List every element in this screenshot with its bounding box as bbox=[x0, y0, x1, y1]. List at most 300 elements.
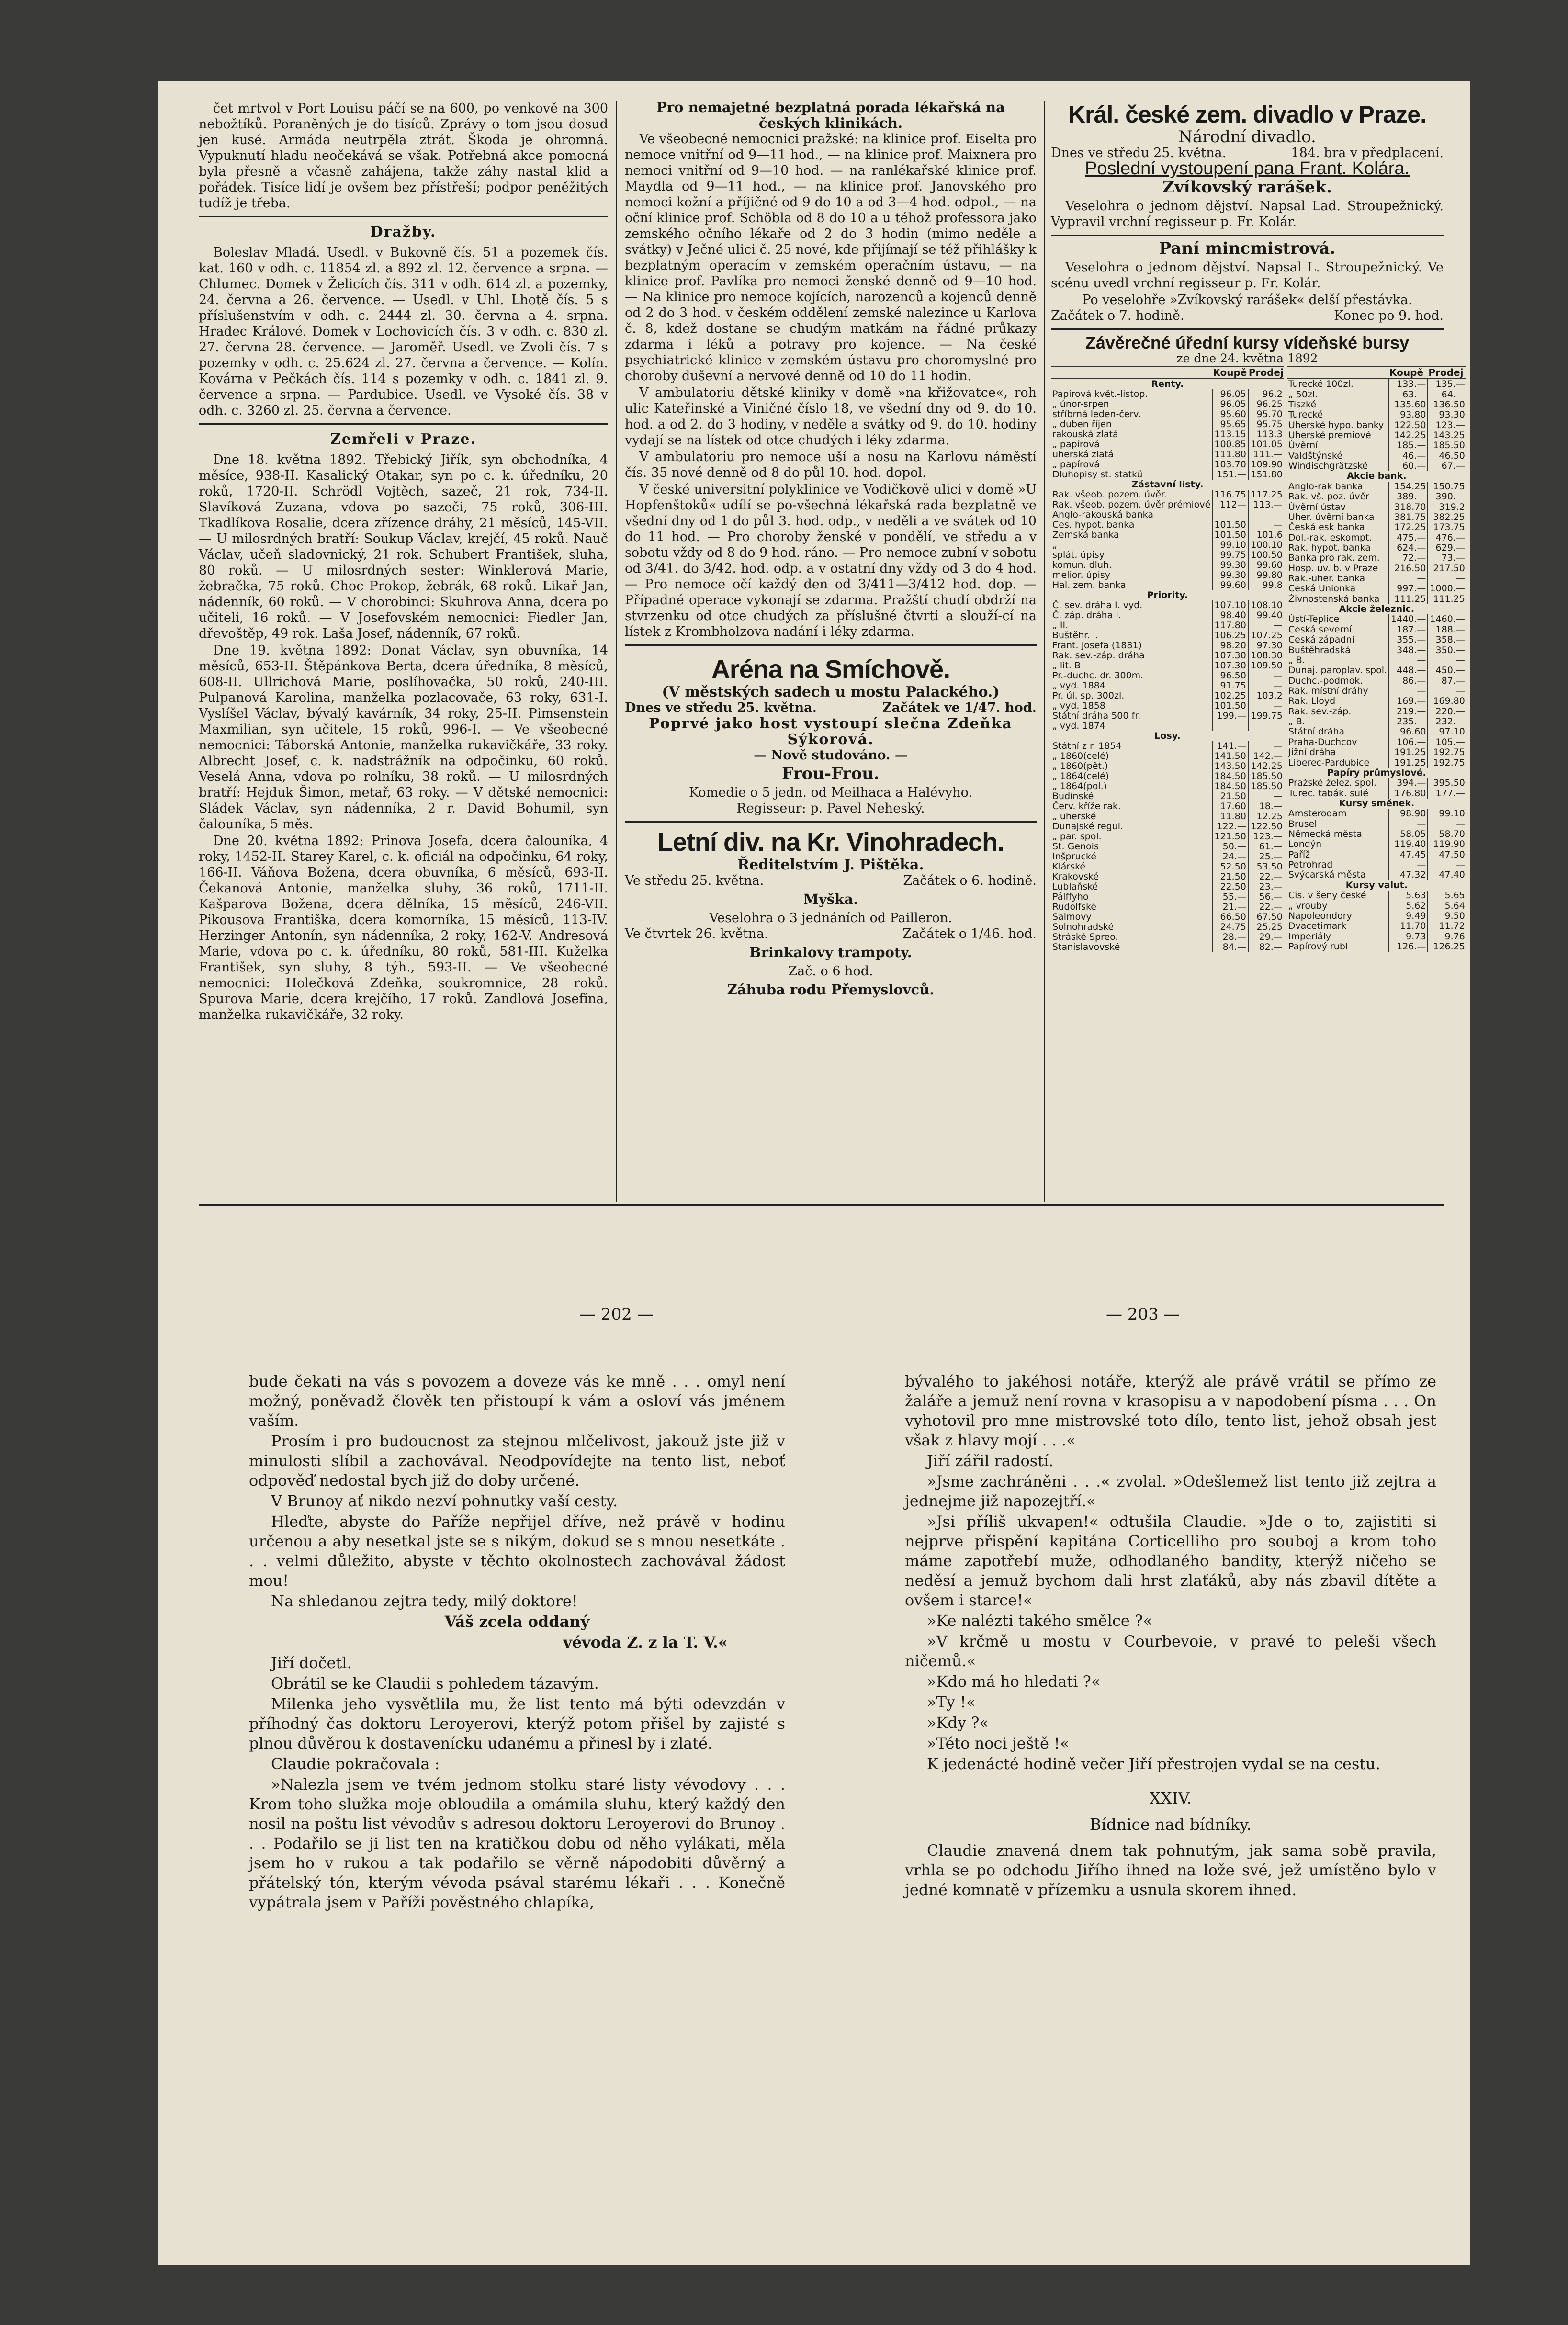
bourse-sell-value: 87.— bbox=[1428, 676, 1466, 686]
bourse-item-name: Anglo-rakouská banka bbox=[1052, 510, 1153, 520]
bourse-buy-value: 24.75 bbox=[1212, 922, 1248, 932]
bourse-buy-value: — bbox=[1389, 574, 1428, 584]
bourse-buy-value bbox=[1212, 721, 1248, 731]
bourse-sell-value: 9.50 bbox=[1428, 911, 1466, 921]
arena-subtitle: (V městských sadech u mostu Palackého.) bbox=[662, 684, 1000, 700]
bourse-item-name: „ B. bbox=[1288, 716, 1305, 727]
bourse-sell-value: 629.— bbox=[1428, 543, 1466, 553]
porada-text: V ambulatoriu dětské kliniky v domě »na křižovatce«, roh ulic Kateřinské a Viničné číslo 18, ve všední dny od 9. do 10. hod. a od 2. do 3 hodiny, v neděle a svátky od 9. do 10. hodiny vydají se na lístek od otce chudých i léky zdarma. bbox=[625, 385, 1037, 448]
divider bbox=[1051, 328, 1444, 330]
bourse-row bbox=[1051, 399, 1284, 409]
bourse-section-row bbox=[1287, 471, 1466, 481]
bourse-item-name: Rak. sev.-záp. bbox=[1288, 706, 1352, 717]
bourse-buy-value: 624.— bbox=[1389, 543, 1428, 553]
bourse-row bbox=[1051, 419, 1284, 429]
bourse-sell-value: 99.40 bbox=[1248, 610, 1284, 621]
bourse-item-name: Hosp. uv. b. v Praze bbox=[1288, 563, 1378, 574]
bourse-sell-value: 99.8 bbox=[1248, 580, 1284, 590]
bourse-row bbox=[1051, 791, 1284, 801]
bourse-buy-value: 151.— bbox=[1212, 470, 1248, 480]
bourse-section-label: Kursy valut. bbox=[1345, 880, 1408, 891]
bourse-buy-value: 9.73 bbox=[1389, 931, 1428, 941]
bourse-item-name: Č. záp. dráha I. bbox=[1052, 610, 1121, 621]
arena-title: Aréna na Smíchově. bbox=[711, 655, 950, 684]
middle-column bbox=[625, 100, 1037, 1001]
bourse-row bbox=[1287, 727, 1466, 737]
bourse-buy-value: 106.25 bbox=[1212, 631, 1248, 641]
bourse-row bbox=[1287, 717, 1466, 727]
bourse-buy-value: 1440.— bbox=[1389, 614, 1428, 624]
bourse-buy-value: 86.— bbox=[1389, 676, 1428, 686]
bourse-item-name: melior. úpisy bbox=[1052, 570, 1111, 580]
bourse-row bbox=[1287, 543, 1466, 553]
bourse-sell-value: 177.— bbox=[1428, 788, 1466, 798]
theatre-last-performance: Poslední vystoupení pana Frant. Kolára. bbox=[1084, 158, 1410, 179]
letni-play-3: Záhuba rodu Přemyslovců. bbox=[727, 982, 935, 998]
bourse-item-name: Krakovské bbox=[1052, 872, 1099, 882]
bourse-sell-value: 100.50 bbox=[1248, 550, 1284, 560]
bourse-sell-value: 99.80 bbox=[1248, 570, 1284, 580]
zemreli-paragraph: Dne 20. května 1892: Prinova Josefa, dcera čalouníka, 4 roky, 1452-II. Starey Karel, c. k. oficiál na odpočinku, 64 roky, 166-II. Váňova Božena, dcera obuvníka, 6 měsíců, 693-II. Čekanová Antonie, manželka sluhy, 36 roků, 1711-II. Kašparova Božena, dcera dělníka, 15 měsíců, 246-VII. Pikousova Františka, dcera komorníka, 15 měsíců, 113-IV. Herzinger Antonín, syn nádenníka, 2 roky, 162-V. Andresová Marie, vdova po c. k. úředníku, 80 roků, 581-III. Kuželka František, syn sluhy, 8 týh., 593-II. — Ve všeobecné nemocnici: Holečková Zdeňka, soukromnice, 28 roků. Spurova Marie, dcera krejčího, 17 roků. Zandlová Josefína, manželka rukavičkáře, 32 roky. bbox=[199, 834, 608, 1022]
bourse-row bbox=[1287, 482, 1466, 492]
play-2-note: Po veselohře »Zvíkovský rarášek« delší přestávka. bbox=[1082, 293, 1412, 307]
bourse-section-label: Papíry průmyslové. bbox=[1327, 767, 1426, 778]
bourse-buy-value: 100.85 bbox=[1212, 440, 1248, 450]
newspaper-sheet bbox=[158, 81, 1470, 2265]
arena-date: Dnes ve středu 25. května. bbox=[625, 700, 817, 715]
play-1-title: Zvíkovský rarášek. bbox=[1162, 178, 1332, 197]
bourse-row bbox=[1051, 912, 1284, 922]
bourse-row bbox=[1051, 801, 1284, 812]
bourse-sell-value: 122.50 bbox=[1248, 822, 1284, 832]
bourse-sell-value: 142.— bbox=[1248, 751, 1284, 761]
bourse-buy-value: 187.— bbox=[1389, 625, 1428, 635]
bourse-sell-value: 123.— bbox=[1428, 420, 1466, 430]
bourse-item-name: Uherské hypo. banky bbox=[1288, 420, 1384, 430]
letni-start-2: Začátek o 1/46. hod. bbox=[902, 926, 1037, 941]
bourse-item-name: Německá města bbox=[1288, 829, 1362, 840]
bourse-row bbox=[1051, 832, 1284, 842]
bourse-title: Závěrečné úřední kursy vídeňské bursy bbox=[1085, 333, 1410, 352]
bourse-sell-value: 108.30 bbox=[1248, 651, 1284, 661]
bourse-item-name: Pálffyho bbox=[1052, 892, 1089, 902]
bourse-row bbox=[1051, 550, 1284, 560]
novel-paragraph: V Brunoy ať nikdo nezví pohnutky vaší cesty. bbox=[271, 1492, 618, 1510]
bourse-sell-value: 73.— bbox=[1428, 553, 1466, 563]
bourse-item-name: „ lit. B bbox=[1052, 661, 1081, 671]
bourse-item-name: Česká severní bbox=[1288, 624, 1352, 635]
bourse-row bbox=[1051, 922, 1284, 932]
bourse-item-name: „ bbox=[1052, 540, 1057, 550]
bourse-item-name: Jižní dráha bbox=[1288, 747, 1336, 758]
bourse-sell-value: 47.40 bbox=[1428, 870, 1466, 880]
arena-start: Začátek ve 1/47. hod. bbox=[882, 700, 1037, 715]
bourse-buy-value: 113.15 bbox=[1212, 429, 1248, 440]
bourse-row bbox=[1051, 902, 1284, 912]
bourse-row bbox=[1051, 490, 1284, 500]
bourse-section-row bbox=[1051, 480, 1284, 490]
bourse-sell-value: 29.— bbox=[1248, 932, 1284, 942]
bourse-sell-value: 119.90 bbox=[1428, 839, 1466, 849]
bourse-sell-value: 82.— bbox=[1248, 942, 1284, 952]
bourse-sell-value: 97.30 bbox=[1248, 641, 1284, 651]
bourse-buy-value: 28.— bbox=[1212, 932, 1248, 942]
bourse-item-name: Rak. sev.-záp. dráha bbox=[1052, 651, 1145, 661]
bourse-buy-value: 50.— bbox=[1212, 842, 1248, 852]
bourse-sell-value: — bbox=[1248, 791, 1284, 801]
bourse-sell-value: 107.25 bbox=[1248, 631, 1284, 641]
bourse-row bbox=[1051, 771, 1284, 781]
chapter-title: Bídnice nad bídníky. bbox=[1089, 1815, 1252, 1834]
bourse-sell-value: 135.— bbox=[1428, 379, 1466, 389]
bourse-item-name: Živnostenská banka bbox=[1288, 594, 1380, 604]
bourse-buy-value: 191.25 bbox=[1389, 757, 1428, 767]
bourse-item-name: Inšprucké bbox=[1052, 852, 1096, 862]
bourse-table-right bbox=[1287, 366, 1466, 952]
bourse-buy-value: 93.80 bbox=[1389, 410, 1428, 420]
bourse-row bbox=[1287, 809, 1466, 819]
bourse-buy-value: 184.50 bbox=[1212, 771, 1248, 781]
bourse-buy-value: 141.50 bbox=[1212, 751, 1248, 761]
bourse-item-name: Anglo-rak banka bbox=[1288, 481, 1363, 492]
bourse-sell-value: 358.— bbox=[1428, 635, 1466, 645]
letni-start-3: Zač. o 6 hod. bbox=[788, 964, 873, 979]
play-2-title: Paní mincmistrová. bbox=[1159, 239, 1336, 258]
bourse-buy-value: 101.50 bbox=[1212, 520, 1248, 530]
bourse-buy-value: 95.65 bbox=[1212, 419, 1248, 429]
bourse-item-name: Státní z r. 1854 bbox=[1052, 741, 1122, 751]
bourse-row bbox=[1051, 862, 1284, 872]
bourse-sell-value: 111.— bbox=[1248, 450, 1284, 460]
bourse-row bbox=[1287, 870, 1466, 880]
bourse-sell-value: 113.3 bbox=[1248, 429, 1284, 440]
novel-paragraph: Prosím i pro budoucnost za stejnou mlčelivost, jakouž jste již v minulosti slíbil a zachovával. Neodpovídejte na tento list, neboť odpověď nedostal bych již do doby určené. bbox=[249, 1432, 785, 1490]
bourse-row bbox=[1051, 691, 1284, 701]
letni-director: Ředitelstvím J. Pištěka. bbox=[737, 857, 924, 873]
novel-paragraph: K jedenácté hodině večer Jiří přestrojen vydal se na cestu. bbox=[927, 1755, 1380, 1773]
bourse-row bbox=[1287, 666, 1466, 676]
bourse-buy-value: 191.25 bbox=[1389, 747, 1428, 757]
novel-paragraph: »V krčmě u mostu v Courbevoie, v pravé to peleši všech ničemů.« bbox=[905, 1632, 1436, 1670]
drazby-title: Dražby. bbox=[370, 224, 437, 240]
arena-director: Regisseur: p. Pavel Neheský. bbox=[736, 801, 925, 816]
bourse-item-name: Windischgrätzské bbox=[1288, 461, 1368, 472]
bourse-sell-value: 11.72 bbox=[1428, 921, 1466, 931]
bourse-buy-value: 475.— bbox=[1389, 532, 1428, 542]
bourse-section-label: Kursy směnek. bbox=[1339, 798, 1415, 809]
bourse-item-name: Duchc.-podmok. bbox=[1288, 676, 1363, 686]
bourse-buy-value: 5.62 bbox=[1389, 901, 1428, 911]
bourse-item-name: Rak. místní dráhy bbox=[1288, 686, 1368, 696]
bourse-item-name: komun. dluh. bbox=[1052, 560, 1112, 570]
bourse-buy-value: 5.63 bbox=[1389, 891, 1428, 901]
bourse-sell-value: — bbox=[1428, 574, 1466, 584]
bourse-sell-value: 192.75 bbox=[1428, 747, 1466, 757]
bourse-row bbox=[1051, 429, 1284, 440]
bourse-sell-value: — bbox=[1248, 671, 1284, 681]
bourse-row bbox=[1287, 532, 1466, 542]
theatre-title: Král. české zem. divadlo v Praze. bbox=[1068, 101, 1426, 128]
bourse-item-name: Klárské bbox=[1052, 862, 1086, 872]
bourse-row bbox=[1287, 389, 1466, 399]
porada-title: Pro nemajetné bezplatná porada lékařská na českých klinikách. bbox=[656, 99, 1005, 131]
bourse-buy-value: 122.50 bbox=[1389, 420, 1428, 430]
bourse-sell-value: — bbox=[1248, 520, 1284, 530]
bourse-item-name: „ 1864(pol.) bbox=[1052, 781, 1107, 791]
bourse-buy-value: 55.— bbox=[1212, 892, 1248, 902]
bourse-buy-value: — bbox=[1389, 819, 1428, 829]
bourse-sell-value: 58.70 bbox=[1428, 829, 1466, 839]
bourse-buy-value: 96.60 bbox=[1389, 727, 1428, 737]
bourse-sell-value: 101.6 bbox=[1248, 530, 1284, 540]
bourse-sell-value: 103.2 bbox=[1248, 691, 1284, 701]
bourse-item-name: Uherské premiové bbox=[1288, 430, 1371, 440]
bourse-row bbox=[1287, 942, 1466, 952]
bourse-sell-value: 67.50 bbox=[1248, 912, 1284, 922]
bourse-row bbox=[1287, 451, 1466, 461]
bourse-row bbox=[1287, 850, 1466, 860]
bourse-row bbox=[1287, 707, 1466, 717]
bourse-date: ze dne 24. května 1892 bbox=[1176, 351, 1318, 365]
bourse-row bbox=[1051, 500, 1284, 510]
bourse-buy-value: 63.— bbox=[1389, 389, 1428, 399]
bourse-row bbox=[1051, 600, 1284, 610]
bourse-item-name: „ papírová bbox=[1052, 440, 1100, 450]
bourse-sell-value: — bbox=[1248, 741, 1284, 751]
play-2-times bbox=[1051, 308, 1444, 324]
bourse-row bbox=[1051, 580, 1284, 590]
bourse-buy-value: 122.— bbox=[1212, 822, 1248, 832]
bourse-item-name: Turecké bbox=[1288, 410, 1323, 420]
bourse-row bbox=[1287, 564, 1466, 574]
bourse-section-label: Renty. bbox=[1151, 379, 1184, 389]
bourse-sell-value: 390.— bbox=[1428, 492, 1466, 502]
bourse-row bbox=[1051, 651, 1284, 661]
bourse-section-row bbox=[1051, 731, 1284, 741]
bourse-sell-value: 199.75 bbox=[1248, 711, 1284, 721]
bourse-item-name: Papírový rubl bbox=[1288, 941, 1348, 952]
bourse-row bbox=[1287, 512, 1466, 522]
bourse-item-name: Petrohrad bbox=[1288, 859, 1333, 870]
bourse-sell-value: 25.25 bbox=[1248, 922, 1284, 932]
bourse-sell-value: 5.64 bbox=[1428, 901, 1466, 911]
bourse-sell-value: 450.— bbox=[1428, 666, 1466, 676]
bourse-item-name: Stanislavovské bbox=[1052, 942, 1120, 952]
bourse-buy-value: 96.50 bbox=[1212, 671, 1248, 681]
bourse-row bbox=[1287, 737, 1466, 747]
bourse-row bbox=[1287, 574, 1466, 584]
bourse-item-name: Státní dráha 500 fr. bbox=[1052, 711, 1141, 721]
letter-closing: Váš zcela oddaný bbox=[444, 1613, 590, 1631]
bourse-buy-value: 103.70 bbox=[1212, 460, 1248, 470]
bourse-row bbox=[1287, 379, 1466, 389]
bourse-sell-value: — bbox=[1428, 655, 1466, 666]
bourse-sell-value bbox=[1248, 721, 1284, 731]
bourse-sell-value: 217.50 bbox=[1428, 564, 1466, 574]
divider bbox=[625, 644, 1037, 646]
bourse-sell-value: 108.10 bbox=[1248, 600, 1284, 610]
letni-date-1: Ve středu 25. května. bbox=[625, 873, 764, 888]
bourse-item-name: Paříž bbox=[1288, 849, 1310, 860]
bourse-sell-value: 126.25 bbox=[1428, 942, 1466, 952]
arena-play: Frou-Frou. bbox=[782, 764, 880, 783]
bourse-row bbox=[1287, 696, 1466, 706]
bourse-sell-value: 53.50 bbox=[1248, 862, 1284, 872]
bourse-buy-value: 126.— bbox=[1389, 942, 1428, 952]
bourse-row bbox=[1051, 389, 1284, 399]
bourse-sell-value: 143.25 bbox=[1428, 430, 1466, 440]
bourse-item-name: Salmovy bbox=[1052, 912, 1092, 922]
bourse-sell-value: 185.50 bbox=[1428, 440, 1466, 451]
bourse-sell-value: 99.60 bbox=[1248, 560, 1284, 570]
bourse-buy-value: 101.50 bbox=[1212, 701, 1248, 711]
bourse-row bbox=[1051, 631, 1284, 641]
bourse-buy-value: 394.— bbox=[1389, 778, 1428, 788]
zemreli-paragraph: Dne 18. května 1892. Třebický Jiřík, syn obchodníka, 4 měsíce, 938-II. Kasalický Otakar, syn po c. k. úředníku, 20 roků, 1720-II. Schrödl Vojtěch, sazeč, 21 rok, 734-II. Slavíková Zuzana, vdova po sazeči, 75 roků, 306-III. Tkadlíkova Rosalie, dcera zřízence dráhy, 21 měsíců, 145-VII. — U milosrdných bratří: Soukup Václav, krejčí, 45 roků. Nauč Václav, učeň sladovnický, 21 rok. Schubert František, sluha, 80 roků. — U milosrdných sester: Winklerová Marie, žebračka, 75 roků. Choc Prokop, žebrák, 68 roků. Likař Jan, nádenník, 60 roků. — V chorobinci: Skuhrova Anna, dcera po učiteli, 16 roků. — V Josefovském nemocnici: Fiedler Jan, dřevoštěp, 49 rok. Laša Josef, nádenník, 67 roků. bbox=[199, 452, 608, 641]
bourse-sell-value: 22.— bbox=[1248, 872, 1284, 882]
bourse-sell-value: 142.25 bbox=[1248, 761, 1284, 771]
bourse-buy-value: 47.32 bbox=[1389, 870, 1428, 880]
bourse-sell-value: 47.50 bbox=[1428, 850, 1466, 860]
bourse-buy-value: 72.— bbox=[1389, 553, 1428, 563]
bourse-item-name: Rak. Lloyd bbox=[1288, 696, 1336, 707]
bourse-item-name: Rak. všeob. pozem. úvěr. bbox=[1052, 490, 1167, 500]
bourse-sell-value: 12.25 bbox=[1248, 812, 1284, 822]
bourse-buy-value: 91.75 bbox=[1212, 681, 1248, 691]
bourse-row bbox=[1051, 409, 1284, 419]
bourse-buy-value: 355.— bbox=[1389, 635, 1428, 645]
bourse-buy-value: 17.60 bbox=[1212, 801, 1248, 812]
bourse-buy-value: 141.— bbox=[1212, 741, 1248, 751]
left-column bbox=[199, 101, 608, 1024]
bourse-row bbox=[1287, 921, 1466, 931]
bourse-buy-value: 24.— bbox=[1212, 852, 1248, 862]
bourse-sell-value: 123.— bbox=[1248, 832, 1284, 842]
bourse-buy-value: 98.40 bbox=[1212, 610, 1248, 621]
bourse-item-name: Praha-Duchcov bbox=[1288, 737, 1357, 747]
bourse-buy-value: 448.— bbox=[1389, 666, 1428, 676]
column-rule bbox=[1044, 101, 1045, 1202]
bourse-item-name: Amsterodam bbox=[1288, 809, 1347, 819]
bourse-sell-value: 23.— bbox=[1248, 882, 1284, 892]
bourse-sell-value: 9.76 bbox=[1428, 931, 1466, 941]
bourse-item-name: rakouská zlatá bbox=[1052, 429, 1118, 440]
bourse-buy-value: 60.— bbox=[1389, 461, 1428, 471]
bourse-item-name: Rak. vš. poz. úvěr bbox=[1288, 491, 1370, 502]
bourse-sell-value: 64.— bbox=[1428, 389, 1466, 399]
zemreli-title: Zemřeli v Praze. bbox=[330, 431, 477, 448]
bourse-item-name: Rak.-uher. banka bbox=[1288, 573, 1365, 584]
bourse-row bbox=[1051, 842, 1284, 852]
bourse-item-name: „ vrouby bbox=[1288, 901, 1328, 911]
bourse-sell-value: 136.50 bbox=[1428, 400, 1466, 410]
bourse-sell-value: — bbox=[1248, 621, 1284, 631]
bourse-item-name: Papírová květ.-listop. bbox=[1052, 389, 1148, 399]
bourse-item-name: Dunajské regul. bbox=[1052, 822, 1124, 832]
bourse-sell-value: 5.65 bbox=[1428, 891, 1466, 901]
bourse-sell-value: 109.50 bbox=[1248, 661, 1284, 671]
bourse-item-name: Buštěhr. I. bbox=[1052, 631, 1098, 641]
bourse-item-name: Švýcarská města bbox=[1288, 870, 1366, 880]
arena-new: — Nově studováno. — bbox=[754, 748, 908, 763]
bourse-section-row bbox=[1287, 799, 1466, 809]
bourse-sell-value: 96.25 bbox=[1248, 399, 1284, 409]
bourse-row bbox=[1287, 430, 1466, 440]
bourse-item-name: „ vyd. 1874 bbox=[1052, 721, 1105, 731]
divider bbox=[625, 821, 1037, 823]
bourse-item-name: stříbrná leden-červ. bbox=[1052, 409, 1141, 419]
zemreli-paragraph: Dne 19. května 1892: Donat Václav, syn obuvníka, 14 měsíců, 653-II. Štěpánkova Berta, dcera úředníka, 8 měsíců, 608-II. Ullrichová Marie, poslíhovačka, 50 roků, 240-III. Pulpanová Karolina, manželka pozlacovače, 63 roky, 631-I. Vyslíšel Václav, bývalý kavárník, 34 roky, 25-II. Pimsenstein Maxmilian, syn učitele, 15 roků, 996-I. — Ve všeobecné nemocnici: Táborská Antonie, manželka rukavičkáře, 33 roky. Albrecht Josef, c. k. nadstrážník na odpočinku, 60 roků. Veselá Anna, vdova po rolníku, 38 roků. — U milosrdných bratří: Hejduk Šimon, metař, 63 roky. — V dětské nemocnici: Sládek Václav, syn nádenníka, 2 r. David Bohumil, syn čalouníka, 5 měs. bbox=[199, 643, 608, 832]
bourse-row bbox=[1287, 778, 1466, 788]
bourse-section-row bbox=[1287, 880, 1466, 891]
bourse-sell-value: 185.50 bbox=[1248, 781, 1284, 791]
bourse-item-name: Dvacetimark bbox=[1288, 921, 1347, 932]
divider bbox=[199, 216, 608, 217]
theatre-number: 184. bra v předplacení. bbox=[1291, 146, 1444, 160]
bourse-sell-value: 111.25 bbox=[1428, 594, 1466, 604]
page-number-right: — 203 — bbox=[1106, 1305, 1180, 1324]
bourse-sell-value: 67.— bbox=[1428, 461, 1466, 471]
bourse-item-name: Dluhopisy st. statků bbox=[1052, 470, 1143, 480]
bourse-item-name: „ B. bbox=[1288, 655, 1305, 666]
novel-paragraph: »Jsi příliš ukvapen!« odtušila Claudie. »Jde o to, zajistiti si nejprve přispění kapitána Corticelliho pro souboj a krom toho máme zapotřebí muže, odhodlaného bandity, kterýž ničeho se neděsí a jemuž bychom dali hrst zlaťáků, aby nás zbavil dítěte a ovšem i starce!« bbox=[905, 1512, 1436, 1609]
porada-text: V ambulatoriu pro nemoce uší a nosu na Karlovu náměstí čís. 35 nové denně od 8 do půl 10. hod. dopol. bbox=[625, 450, 1037, 480]
bourse-buy-value: 142.25 bbox=[1389, 430, 1428, 440]
bourse-item-name: Londýn bbox=[1288, 839, 1322, 850]
bourse-item-name: „ vyd. 1858 bbox=[1052, 701, 1105, 711]
bourse-sell-value: 93.30 bbox=[1428, 410, 1466, 420]
bourse-section-label: Zástavní listy. bbox=[1131, 480, 1204, 490]
bourse-item-name: Turecké 100zl. bbox=[1288, 379, 1354, 390]
letni-schedule-1 bbox=[625, 873, 1037, 889]
bourse-sell-value bbox=[1248, 510, 1284, 520]
bourse-sell-value: 56.— bbox=[1248, 892, 1284, 902]
bourse-buy-value: 21.50 bbox=[1212, 872, 1248, 882]
bourse-sell-value: 101.05 bbox=[1248, 440, 1284, 450]
porada-text: V české universitní polyklinice ve Vodičkově ulici v domě »U Hopfenštoků« udílí se po-všechná lékařská rada bezplatně ve všední dny od 1 do půl 3. hod. odp., v neděli a ve svátek od 10 do 11 hod. — Pro choroby ženské v pondělí, ve středu a v sobotu vždy od 8 do 9 hod. ráno. — Pro nemoce zubní v sobotu od 3/41. do 3/42. hod. odp. a v ostatní dny vždy od 3 do 4 hod. — Pro nemoce očí každý den od 3/411—3/412 hod. dop. — Případné operace vykonají se zdarma. Pražští chudí obdrží na stvrzenku od otce chudých za příslušné čtvrti a slouží-cí na lístek z Krombholzova nadání i léky zdarma. bbox=[625, 482, 1037, 639]
bourse-row bbox=[1051, 872, 1284, 882]
bourse-section-label: Losy. bbox=[1154, 731, 1181, 741]
bourse-item-name: Pražské želez. spol. bbox=[1288, 778, 1376, 789]
bourse-buy-value: 199.— bbox=[1212, 711, 1248, 721]
bourse-sell-value: — bbox=[1428, 819, 1466, 829]
bourse-row bbox=[1287, 901, 1466, 911]
bourse-row bbox=[1051, 892, 1284, 902]
bourse-sell-value: 61.— bbox=[1248, 842, 1284, 852]
theatre-subtitle: Národní divadlo. bbox=[1178, 127, 1316, 147]
bourse-buy-value: 95.60 bbox=[1212, 409, 1248, 419]
bourse-row bbox=[1287, 492, 1466, 502]
bourse-header-buy: Koupě bbox=[1212, 367, 1248, 379]
bourse-buy-value: 99.60 bbox=[1212, 580, 1248, 590]
play-2-start: Začátek o 7. hodině. bbox=[1051, 308, 1184, 323]
letni-schedule-2 bbox=[625, 926, 1037, 942]
bourse-item-name: Úvěrní bbox=[1288, 440, 1318, 451]
bourse-buy-value: 112— bbox=[1212, 500, 1248, 510]
bourse-section-row bbox=[1051, 590, 1284, 600]
bourse-sell-value: 18.— bbox=[1248, 801, 1284, 812]
bourse-buy-value: 318.70 bbox=[1389, 502, 1428, 512]
bourse-item-name: Stráské Spreo. bbox=[1052, 932, 1118, 942]
bourse-sell-value: 151.80 bbox=[1248, 470, 1284, 480]
bourse-row bbox=[1051, 530, 1284, 540]
bourse-row bbox=[1051, 701, 1284, 711]
bourse-sell-value: 382.25 bbox=[1428, 512, 1466, 522]
bourse-sell-value: 188.— bbox=[1428, 625, 1466, 635]
bourse-buy-value: — bbox=[1389, 686, 1428, 696]
bourse-item-name: Lublaňské bbox=[1052, 882, 1098, 892]
letni-title: Letní div. na Kr. Vinohradech. bbox=[657, 828, 1004, 857]
